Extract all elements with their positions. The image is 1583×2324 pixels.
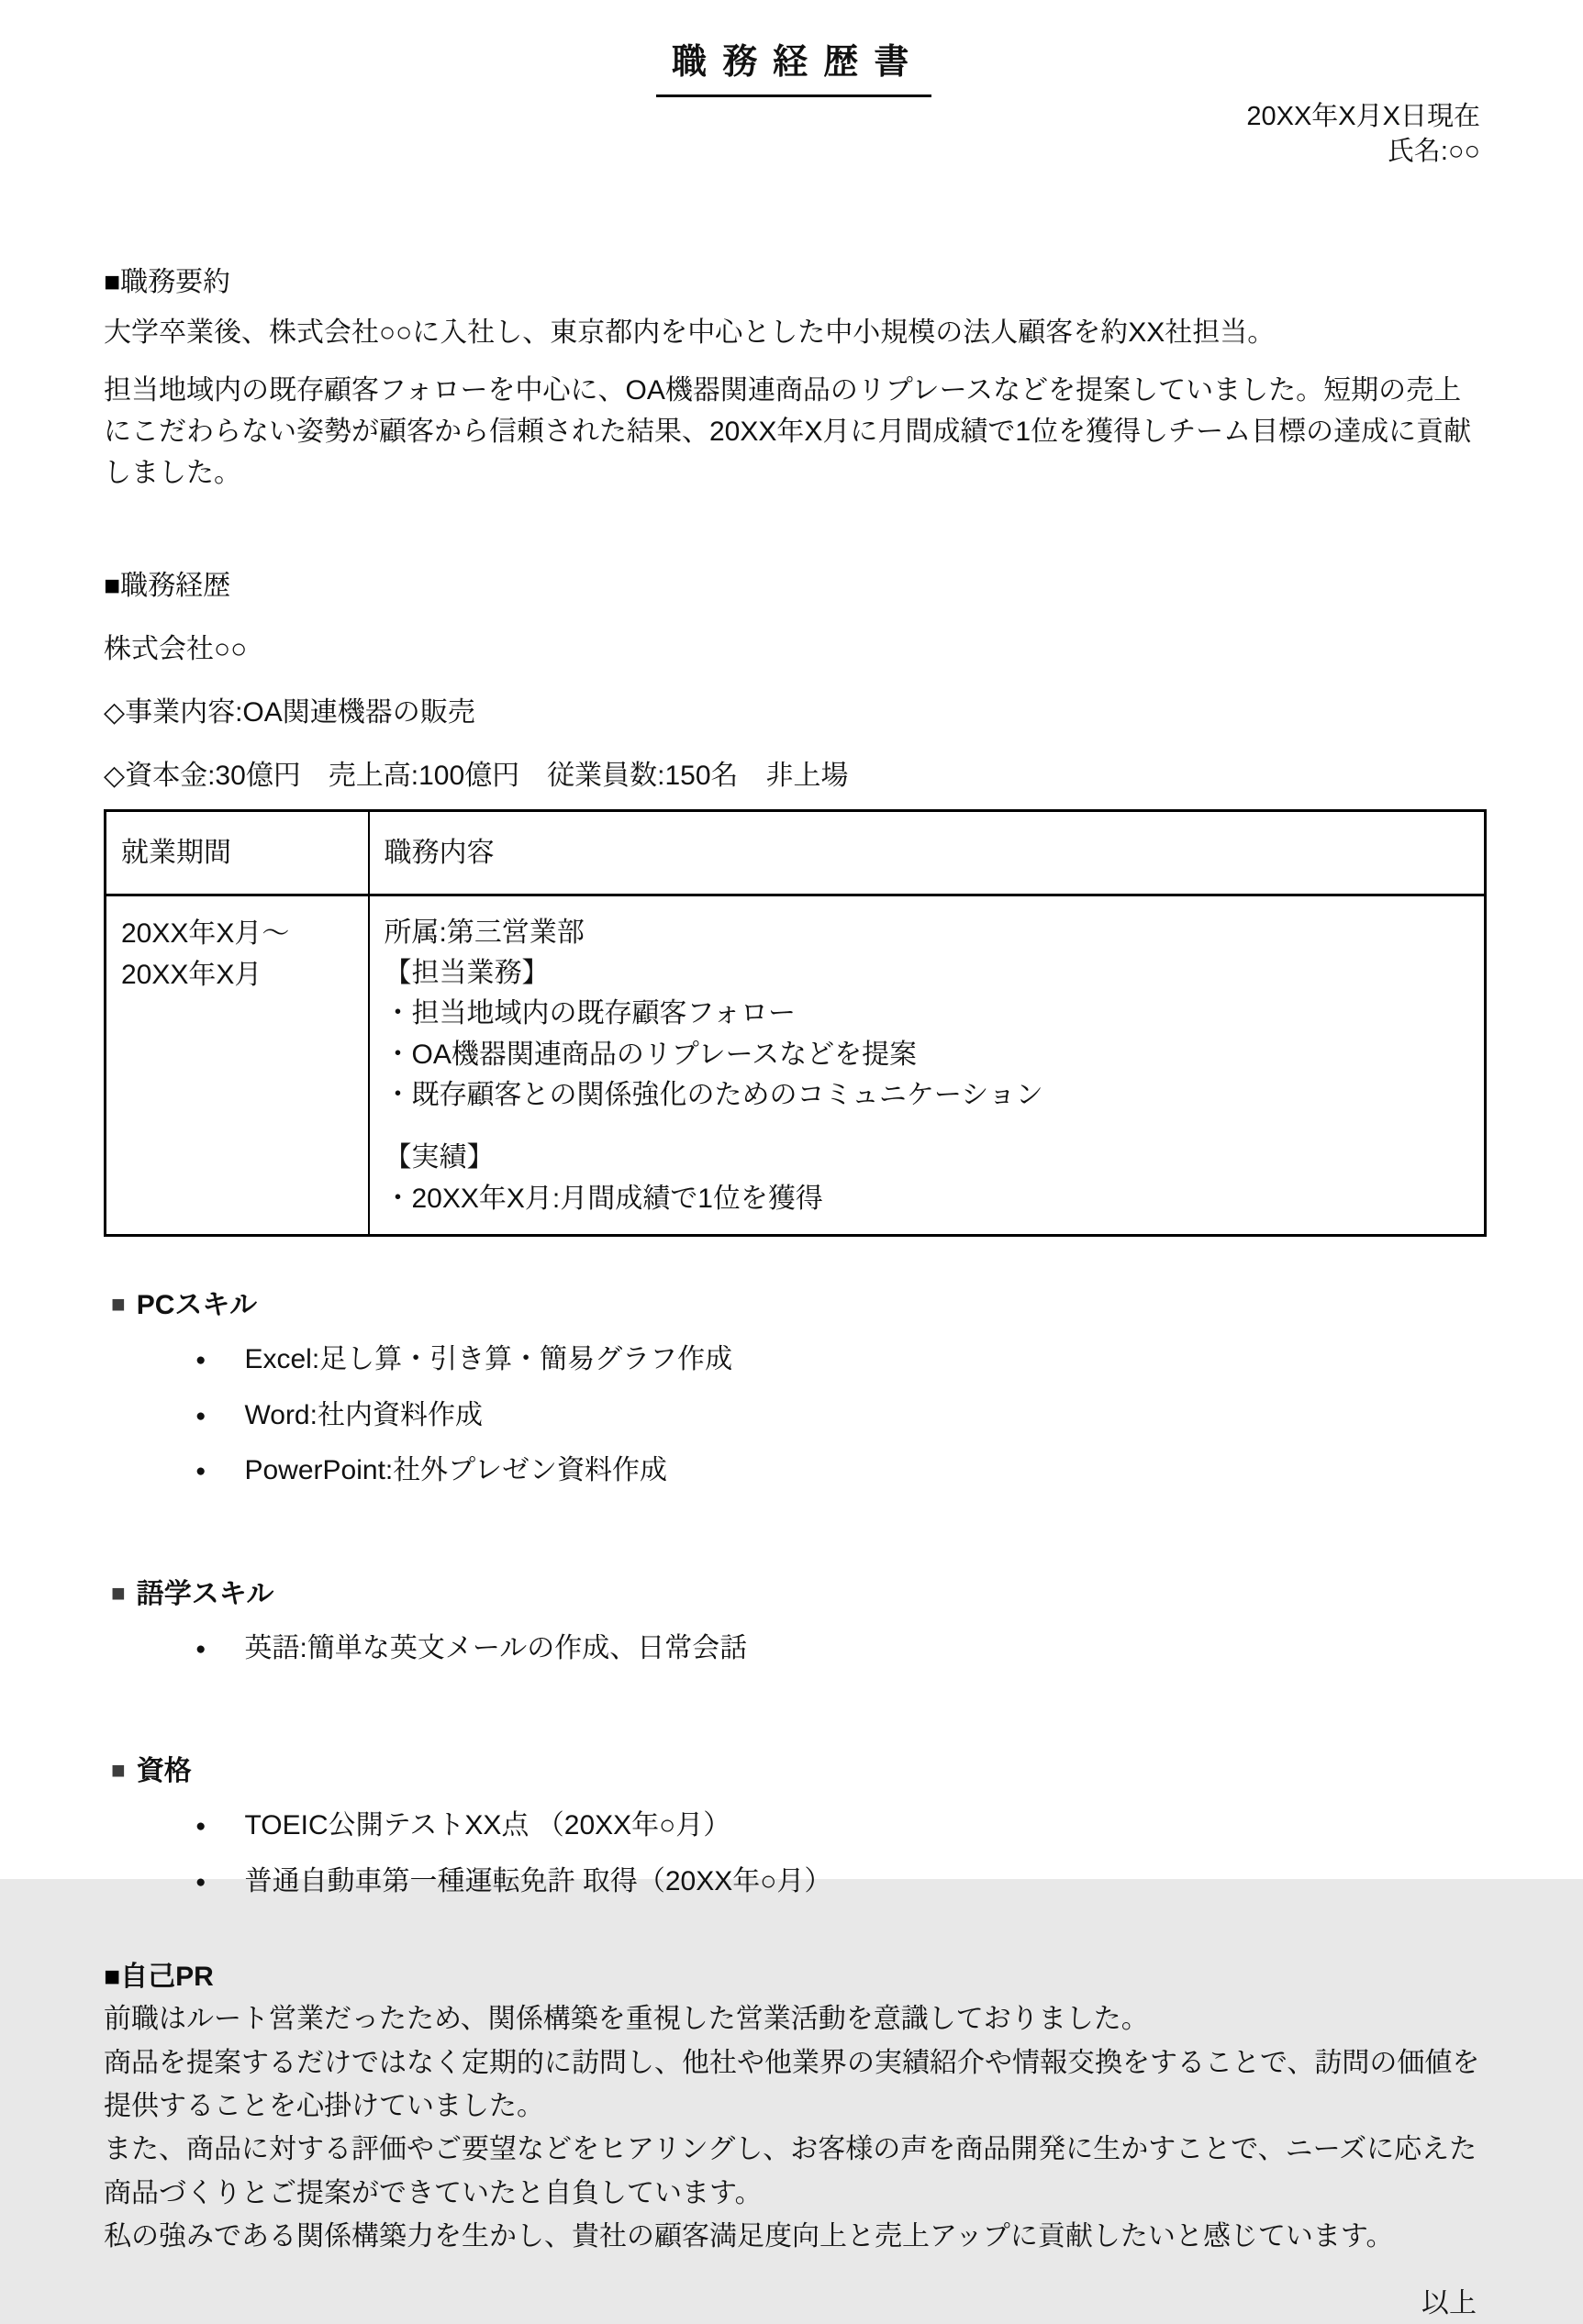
section-marker-icon: ■	[111, 1756, 126, 1785]
section-qualifications	[104, 1751, 1484, 1903]
self-pr-heading: ■自己PR	[104, 1962, 214, 1993]
period-cell: 20XX年X月～20XX年X月	[106, 895, 369, 1236]
closing-word: 以上	[1421, 2287, 1477, 2318]
bullet-icon: ●	[195, 1406, 206, 1426]
duty-line: ・既存顧客との関係強化のためのコミュニケーション	[384, 1080, 1043, 1111]
list-item: ● 普通自動車第一種運転免許 取得（20XX年○月）	[195, 1865, 832, 1896]
self-pr-paragraph: また、商品に対する評価やご要望などをヒアリングし、お客様の声を商品開発に生かすことで、ニーズに応えた商品づくりとご提案ができていたと自負しています。	[104, 2134, 1477, 2208]
section-marker-icon: ■	[104, 266, 121, 297]
name-line: 氏名:○○	[1387, 137, 1480, 167]
qualifications-heading: ■ 資格	[111, 1756, 192, 1787]
company-business: ◇事業内容:OA関連機器の販売	[104, 696, 475, 728]
language-skills-list	[104, 1628, 1484, 1671]
section-marker-icon: ■	[111, 1290, 126, 1318]
list-item: ● Excel:足し算・引き算・簡易グラフ作成	[195, 1344, 733, 1375]
bullet-icon: ●	[195, 1872, 206, 1892]
bullet-icon: ●	[195, 1351, 206, 1371]
header-right-block	[104, 99, 1480, 170]
column-header-duties: 職務内容	[369, 810, 1486, 895]
column-header-period: 就業期間	[106, 810, 369, 895]
list-item: ● PowerPoint:社外プレゼン資料作成	[195, 1455, 668, 1486]
section-work-history	[104, 565, 1484, 1238]
duties-cell	[369, 895, 1486, 1236]
section-pc-skills	[104, 1284, 1484, 1493]
duty-line: 所属:第三営業部	[384, 917, 585, 948]
job-summary-heading: ■職務要約	[104, 266, 231, 297]
self-pr-paragraph: 前職はルート営業だったため、関係構築を重視した営業活動を意識しておりました。	[104, 2004, 1149, 2035]
duty-line: ・担当地域内の既存顧客フォロー	[384, 998, 796, 1029]
bullet-icon: ●	[195, 1817, 206, 1837]
duty-line: 【担当業務】	[384, 957, 550, 988]
section-job-summary	[104, 261, 1484, 494]
self-pr-paragraph: 商品を提案するだけではなく定期的に訪問し、他社や他業界の実績紹介や情報交換をすることで、訪問の価値を提供することを心掛けていました。	[104, 2047, 1480, 2122]
current-date-line: 20XX年X月X日現在	[1246, 102, 1480, 131]
pc-skills-list	[104, 1339, 1484, 1493]
summary-paragraph: 大学卒業後、株式会社○○に入社し、東京都内を中心とした中小規模の法人顧客を約XX社担当。	[104, 317, 1276, 348]
section-language-skills	[104, 1573, 1484, 1671]
section-self-pr	[104, 1956, 1484, 2258]
company-name: 株式会社○○	[104, 633, 248, 664]
page-title: 職務経歴書	[656, 37, 931, 97]
work-history-table	[104, 809, 1487, 1238]
table-row	[106, 895, 1486, 1236]
duty-line: ・20XX年X月:月間成績で1位を獲得	[384, 1183, 823, 1214]
list-item: ● TOEIC公開テストXX点 （20XX年○月）	[195, 1810, 731, 1841]
summary-paragraph: 担当地域内の既存顧客フォローを中心に、OA機器関連商品のリプレースなどを提案していました。短期の売上にこだわらない姿勢が顧客から信頼された結果、20XX年X月に月間成績で1位を獲得しチーム目標の達成に貢献しました。	[104, 374, 1472, 488]
section-marker-icon: ■	[104, 1962, 121, 1993]
pc-skills-heading: ■ PCスキル	[111, 1290, 258, 1321]
duty-line-blank	[385, 1116, 1472, 1138]
title-block	[104, 37, 1484, 97]
duty-line: ・OA機器関連商品のリプレースなどを提案	[384, 1039, 918, 1070]
self-pr-paragraph: 私の強みである関係構築力を生かし、貴社の顧客満足度向上と売上アップに貢献したいと感じています。	[104, 2221, 1394, 2252]
qualifications-list	[104, 1805, 1484, 1903]
bullet-icon: ●	[195, 1462, 206, 1482]
section-marker-icon: ■	[104, 570, 121, 601]
table-header-row	[106, 810, 1486, 895]
bullet-icon: ●	[195, 1639, 206, 1659]
company-stats: ◇資本金:30億円 売上高:100億円 従業員数:150名 非上場	[104, 760, 849, 791]
work-history-heading: ■職務経歴	[104, 570, 231, 601]
list-item: ● 英語:簡単な英文メールの作成、日常会話	[195, 1632, 748, 1663]
list-item: ● Word:社内資料作成	[195, 1399, 483, 1430]
duty-line: 【実績】	[384, 1142, 495, 1173]
section-marker-icon: ■	[111, 1578, 126, 1607]
language-skills-heading: ■ 語学スキル	[111, 1578, 274, 1609]
